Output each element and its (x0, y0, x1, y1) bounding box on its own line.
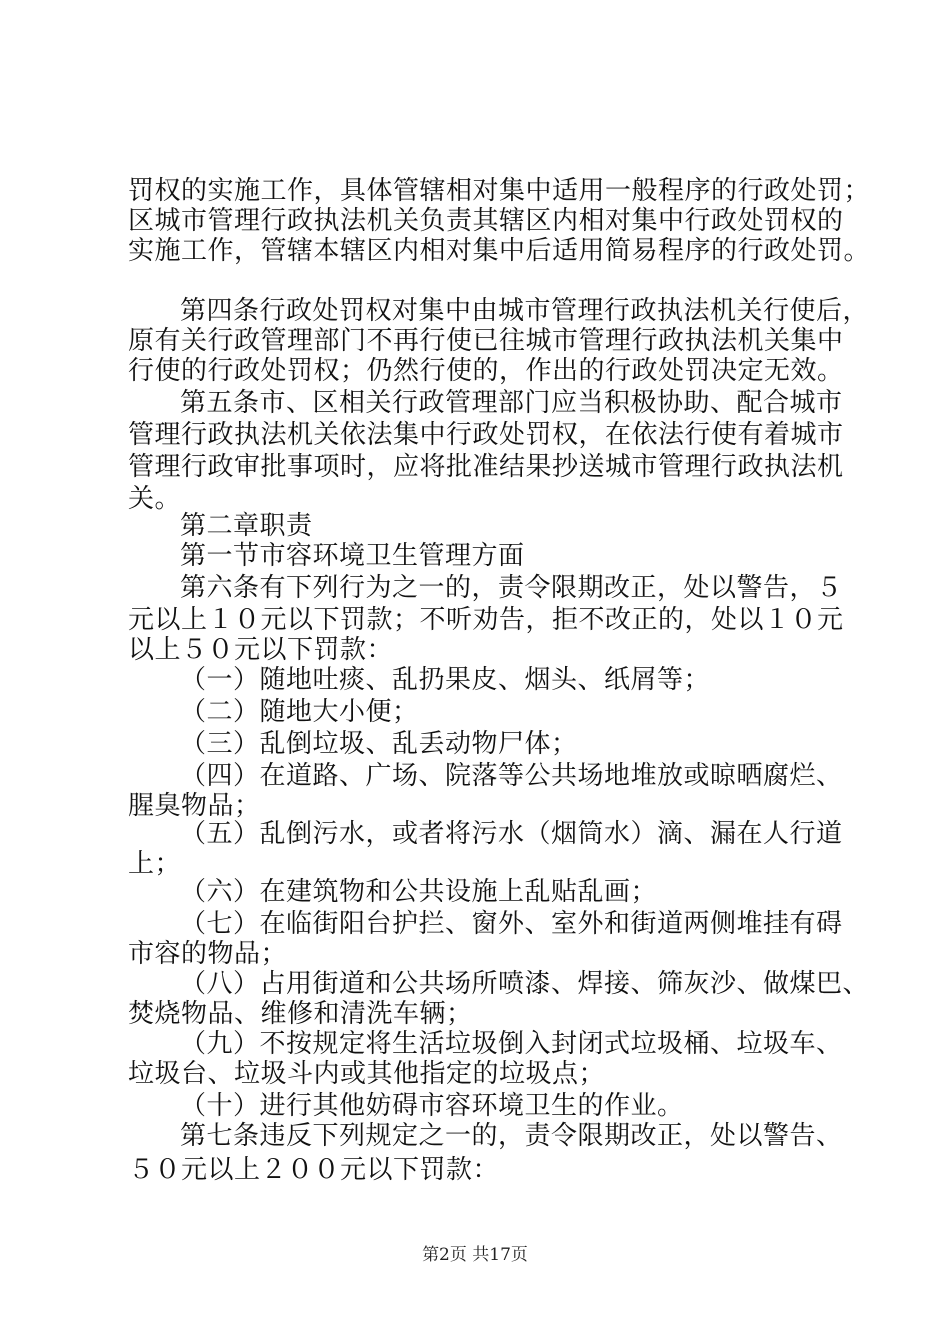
text-line: 区城市管理行政执法机关负责其辖区内相对集中行政处罚权的 (128, 206, 844, 236)
list-item: （三）乱倒垃圾、乱丢动物尸体； (180, 729, 578, 759)
list-item-continuation: 上； (128, 849, 182, 879)
list-item: （八）占用街道和公共场所喷漆、焊接、筛灰沙、做煤巴、 (180, 969, 870, 999)
text-line: 第四条行政处罚权对集中由城市管理行政执法机关行使后， (180, 296, 870, 326)
list-item-continuation: 腥臭物品； (128, 791, 261, 821)
section-heading: 第二章职责 (180, 511, 313, 541)
text-line: 第六条有下列行为之一的，责令限期改正，处以警告，５ (180, 573, 843, 603)
list-item: （九）不按规定将生活垃圾倒入封闭式垃圾桶、垃圾车、 (180, 1029, 843, 1059)
text-line: 行使的行政处罚权；仍然行使的，作出的行政处罚决定无效。 (128, 356, 844, 386)
subsection-heading: 第一节市容环境卫生管理方面 (180, 541, 525, 571)
text-line: 原有关行政管理部门不再行使已往城市管理行政执法机关集中 (128, 326, 844, 356)
list-item: （六）在建筑物和公共设施上乱贴乱画； (180, 877, 658, 907)
list-item: （二）随地大小便； (180, 697, 419, 727)
list-item-continuation: 垃圾台、垃圾斗内或其他指定的垃圾点； (128, 1059, 606, 1089)
text-line: 管理行政审批事项时，应将批准结果抄送城市管理行政执法机 (128, 452, 844, 482)
text-line: 管理行政执法机关依法集中行政处罚权，在依法行使有着城市 (128, 420, 844, 450)
list-item-continuation: 市容的物品； (128, 939, 288, 969)
text-line: ５０元以上２００元以下罚款： (128, 1155, 500, 1185)
text-line: 以上５０元以下罚款： (128, 635, 394, 665)
text-line: 实施工作，管辖本辖区内相对集中后适用简易程序的行政处罚。 (128, 236, 871, 266)
list-item: （十）进行其他妨碍市容环境卫生的作业。 (180, 1091, 684, 1121)
text-line: 罚权的实施工作，具体管辖相对集中适用一般程序的行政处罚； (128, 176, 871, 206)
list-item: （七）在临街阳台护拦、窗外、室外和街道两侧堆挂有碍 (180, 909, 843, 939)
text-line: 第七条违反下列规定之一的，责令限期改正，处以警告、 (180, 1121, 843, 1151)
text-line: 元以上１０元以下罚款；不听劝告，拒不改正的，处以１０元 (128, 605, 844, 635)
list-item-continuation: 焚烧物品、维修和清洗车辆； (128, 999, 473, 1029)
text-line: 关。 (128, 484, 182, 514)
text-line: 第五条市、区相关行政管理部门应当积极协助、配合城市 (180, 388, 843, 418)
page-footer: 第2页 共17页 (422, 1245, 528, 1265)
list-item: （四）在道路、广场、院落等公共场地堆放或晾晒腐烂、 (180, 761, 843, 791)
list-item: （五）乱倒污水，或者将污水（烟筒水）滴、漏在人行道 (180, 819, 843, 849)
list-item: （一）随地吐痰、乱扔果皮、烟头、纸屑等； (180, 665, 711, 695)
